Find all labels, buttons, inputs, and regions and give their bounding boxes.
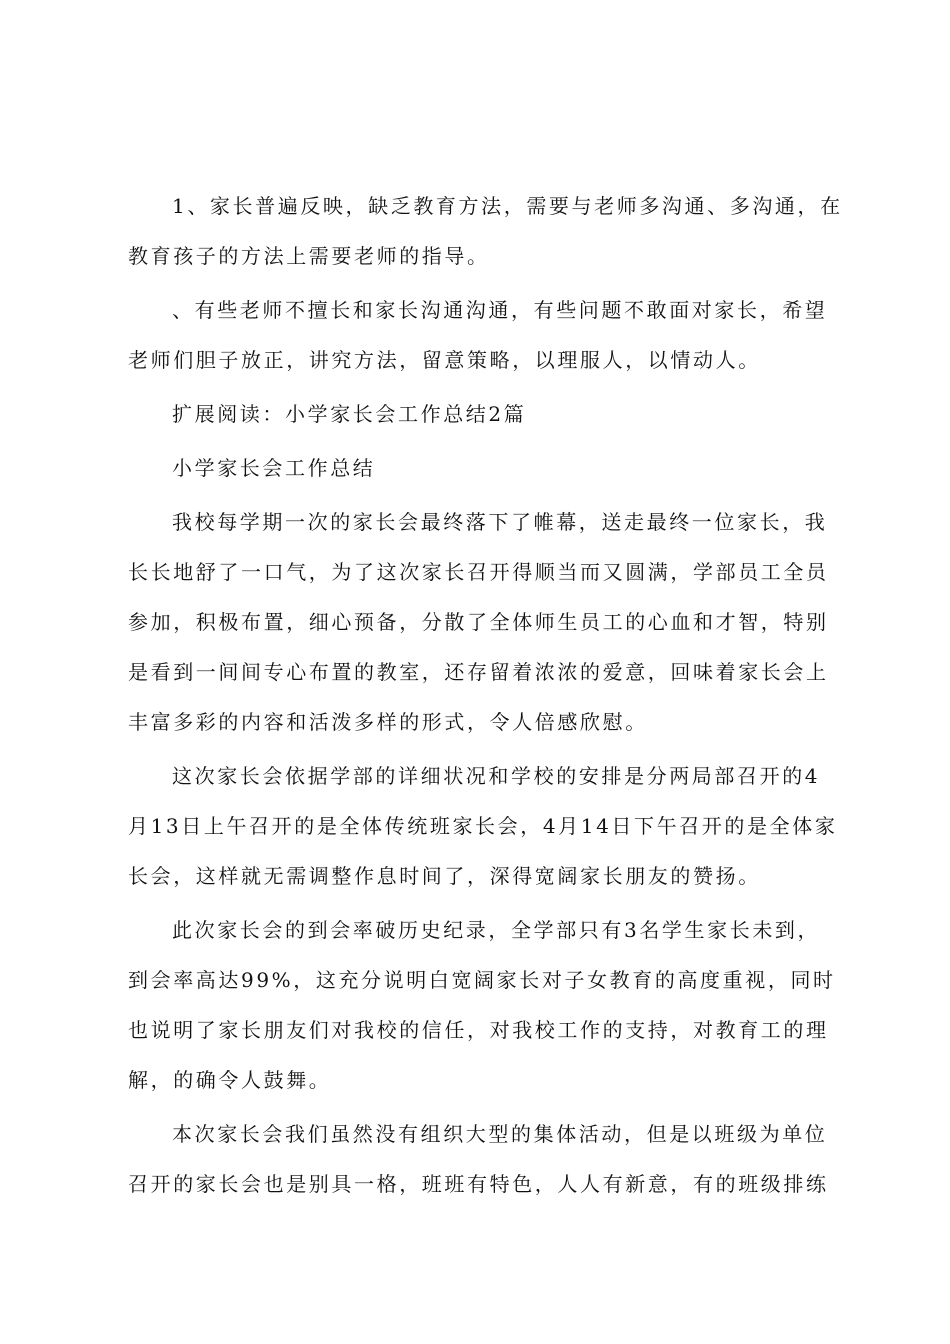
document-body (128, 186, 843, 1214)
paragraph-line: 长会，这样就无需调整作息时间了，深得宽阔家长朋友的赞扬。 (128, 864, 761, 888)
section-heading: 扩展阅读：小学家长会工作总结2篇 (172, 402, 527, 426)
paragraph-line: 月13日上午召开的是全体传统班家长会，4月14日下午召开的是全体家 (128, 814, 838, 838)
paragraph-line: 我校每学期一次的家长会最终落下了帷幕，送走最终一位家长，我 (172, 510, 828, 534)
paragraph-line: 长长地舒了一口气，为了这次家长召开得顺当而又圆满，学部员工全员 (128, 560, 829, 584)
paragraph-line: 也说明了家长朋友们对我校的信任，对我校工作的支持，对教育工的理 (128, 1018, 829, 1042)
paragraph-line: 丰富多彩的内容和活泼多样的形式，令人倍感欣慰。 (128, 710, 648, 734)
paragraph-line: 、有些老师不擅长和家长沟通沟通，有些问题不敢面对家长，希望 (172, 298, 828, 322)
paragraph-line: 召开的家长会也是别具一格，班班有特色，人人有新意，有的班级排练 (128, 1172, 829, 1196)
paragraph-line: 本次家长会我们虽然没有组织大型的集体活动，但是以班级为单位 (172, 1122, 828, 1146)
paragraph-line: 是看到一间间专心布置的教室，还存留着浓浓的爱意，回味着家长会上 (128, 660, 829, 684)
paragraph-line: 到会率高达99%，这充分说明白宽阔家长对子女教育的高度重视，同时 (128, 968, 836, 992)
paragraph-line: 这次家长会依据学部的详细状况和学校的安排是分两局部召开的4 (172, 764, 821, 788)
paragraph-line: 此次家长会的到会率破历史纪录，全学部只有3名学生家长未到， (172, 918, 821, 942)
paragraph-line: 解，的确令人鼓舞。 (128, 1068, 332, 1092)
paragraph-line: 老师们胆子放正，讲究方法，留意策略，以理服人，以情动人。 (128, 348, 761, 372)
paragraph-line: 教育孩子的方法上需要老师的指导。 (128, 244, 490, 268)
paragraph-line: 参加，积极布置，细心预备，分散了全体师生员工的心血和才智，特别 (128, 610, 829, 634)
section-title: 小学家长会工作总结 (172, 456, 376, 480)
paragraph-line: 1、家长普遍反映，缺乏教育方法，需要与老师多沟通、多沟通，在 (172, 194, 843, 218)
